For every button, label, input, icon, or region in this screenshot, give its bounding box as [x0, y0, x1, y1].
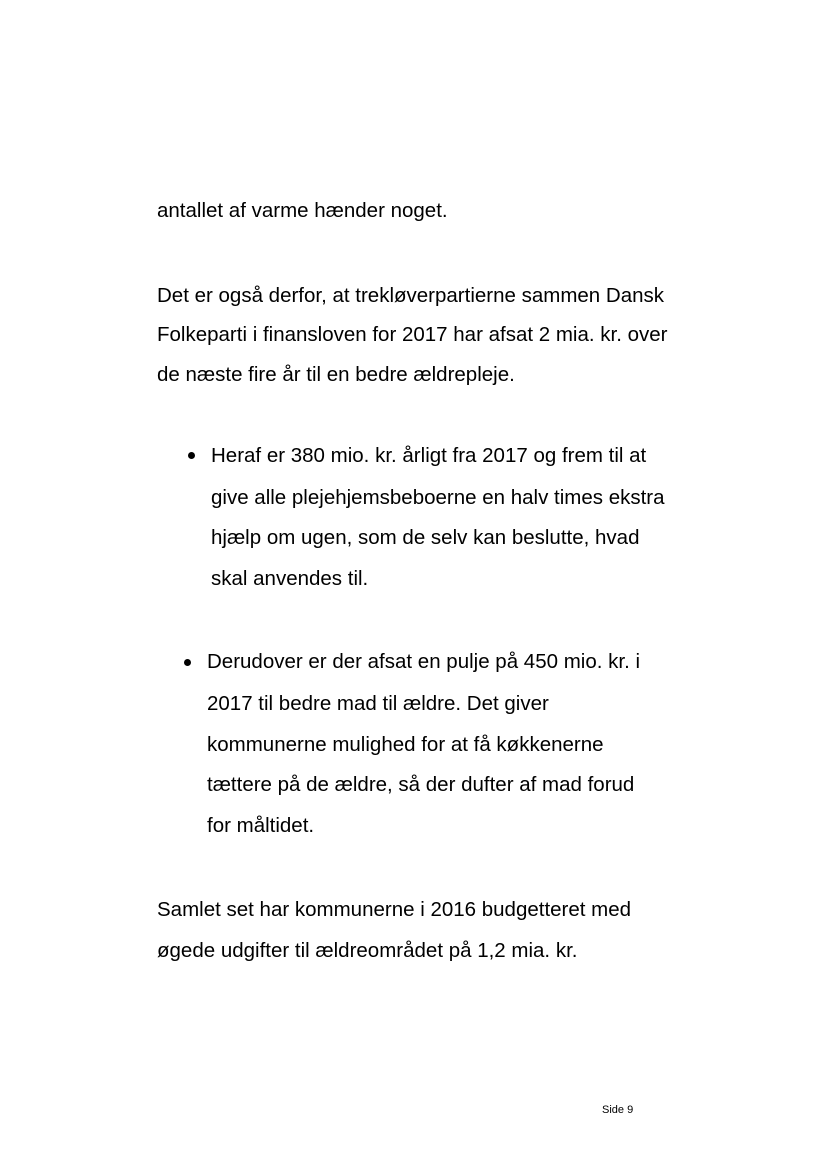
bullet-line: kommunerne mulighed for at få køkkenerne [207, 733, 604, 756]
paragraph-line: de næste fire år til en bedre ældrepleje. [157, 363, 515, 386]
paragraph-line: øgede udgifter til ældreområdet på 1,2 mia. kr. [157, 939, 578, 962]
bullet-line: give alle plejehjemsbeboerne en halv times ekstra [211, 486, 665, 509]
paragraph-intro-tail: antallet af varme hænder noget. [157, 199, 448, 222]
bullet-line: Derudover er der afsat en pulje på 450 mio. kr. i [207, 650, 641, 673]
bullet-dot-icon [188, 452, 195, 459]
bullet-line: for måltidet. [207, 814, 315, 837]
bullet-line: skal anvendes til. [211, 567, 369, 590]
paragraph-line: Folkeparti i finansloven for 2017 har afsat 2 mia. kr. over [157, 323, 668, 346]
bullet-dot-icon [184, 659, 191, 666]
bullet-line: tættere på de ældre, så der dufter af mad forud [207, 773, 635, 796]
page-number: Side 9 [602, 1104, 634, 1116]
bullet-line: Heraf er 380 mio. kr. årligt fra 2017 og frem til at [211, 444, 647, 467]
bullet-line: 2017 til bedre mad til ældre. Det giver [207, 692, 549, 715]
paragraph-line: Samlet set har kommunerne i 2016 budgetteret med [157, 898, 632, 921]
bullet-line: hjælp om ugen, som de selv kan beslutte, hvad [211, 526, 640, 549]
paragraph-line: Det er også derfor, at trekløverpartierne sammen Dansk [157, 284, 665, 307]
